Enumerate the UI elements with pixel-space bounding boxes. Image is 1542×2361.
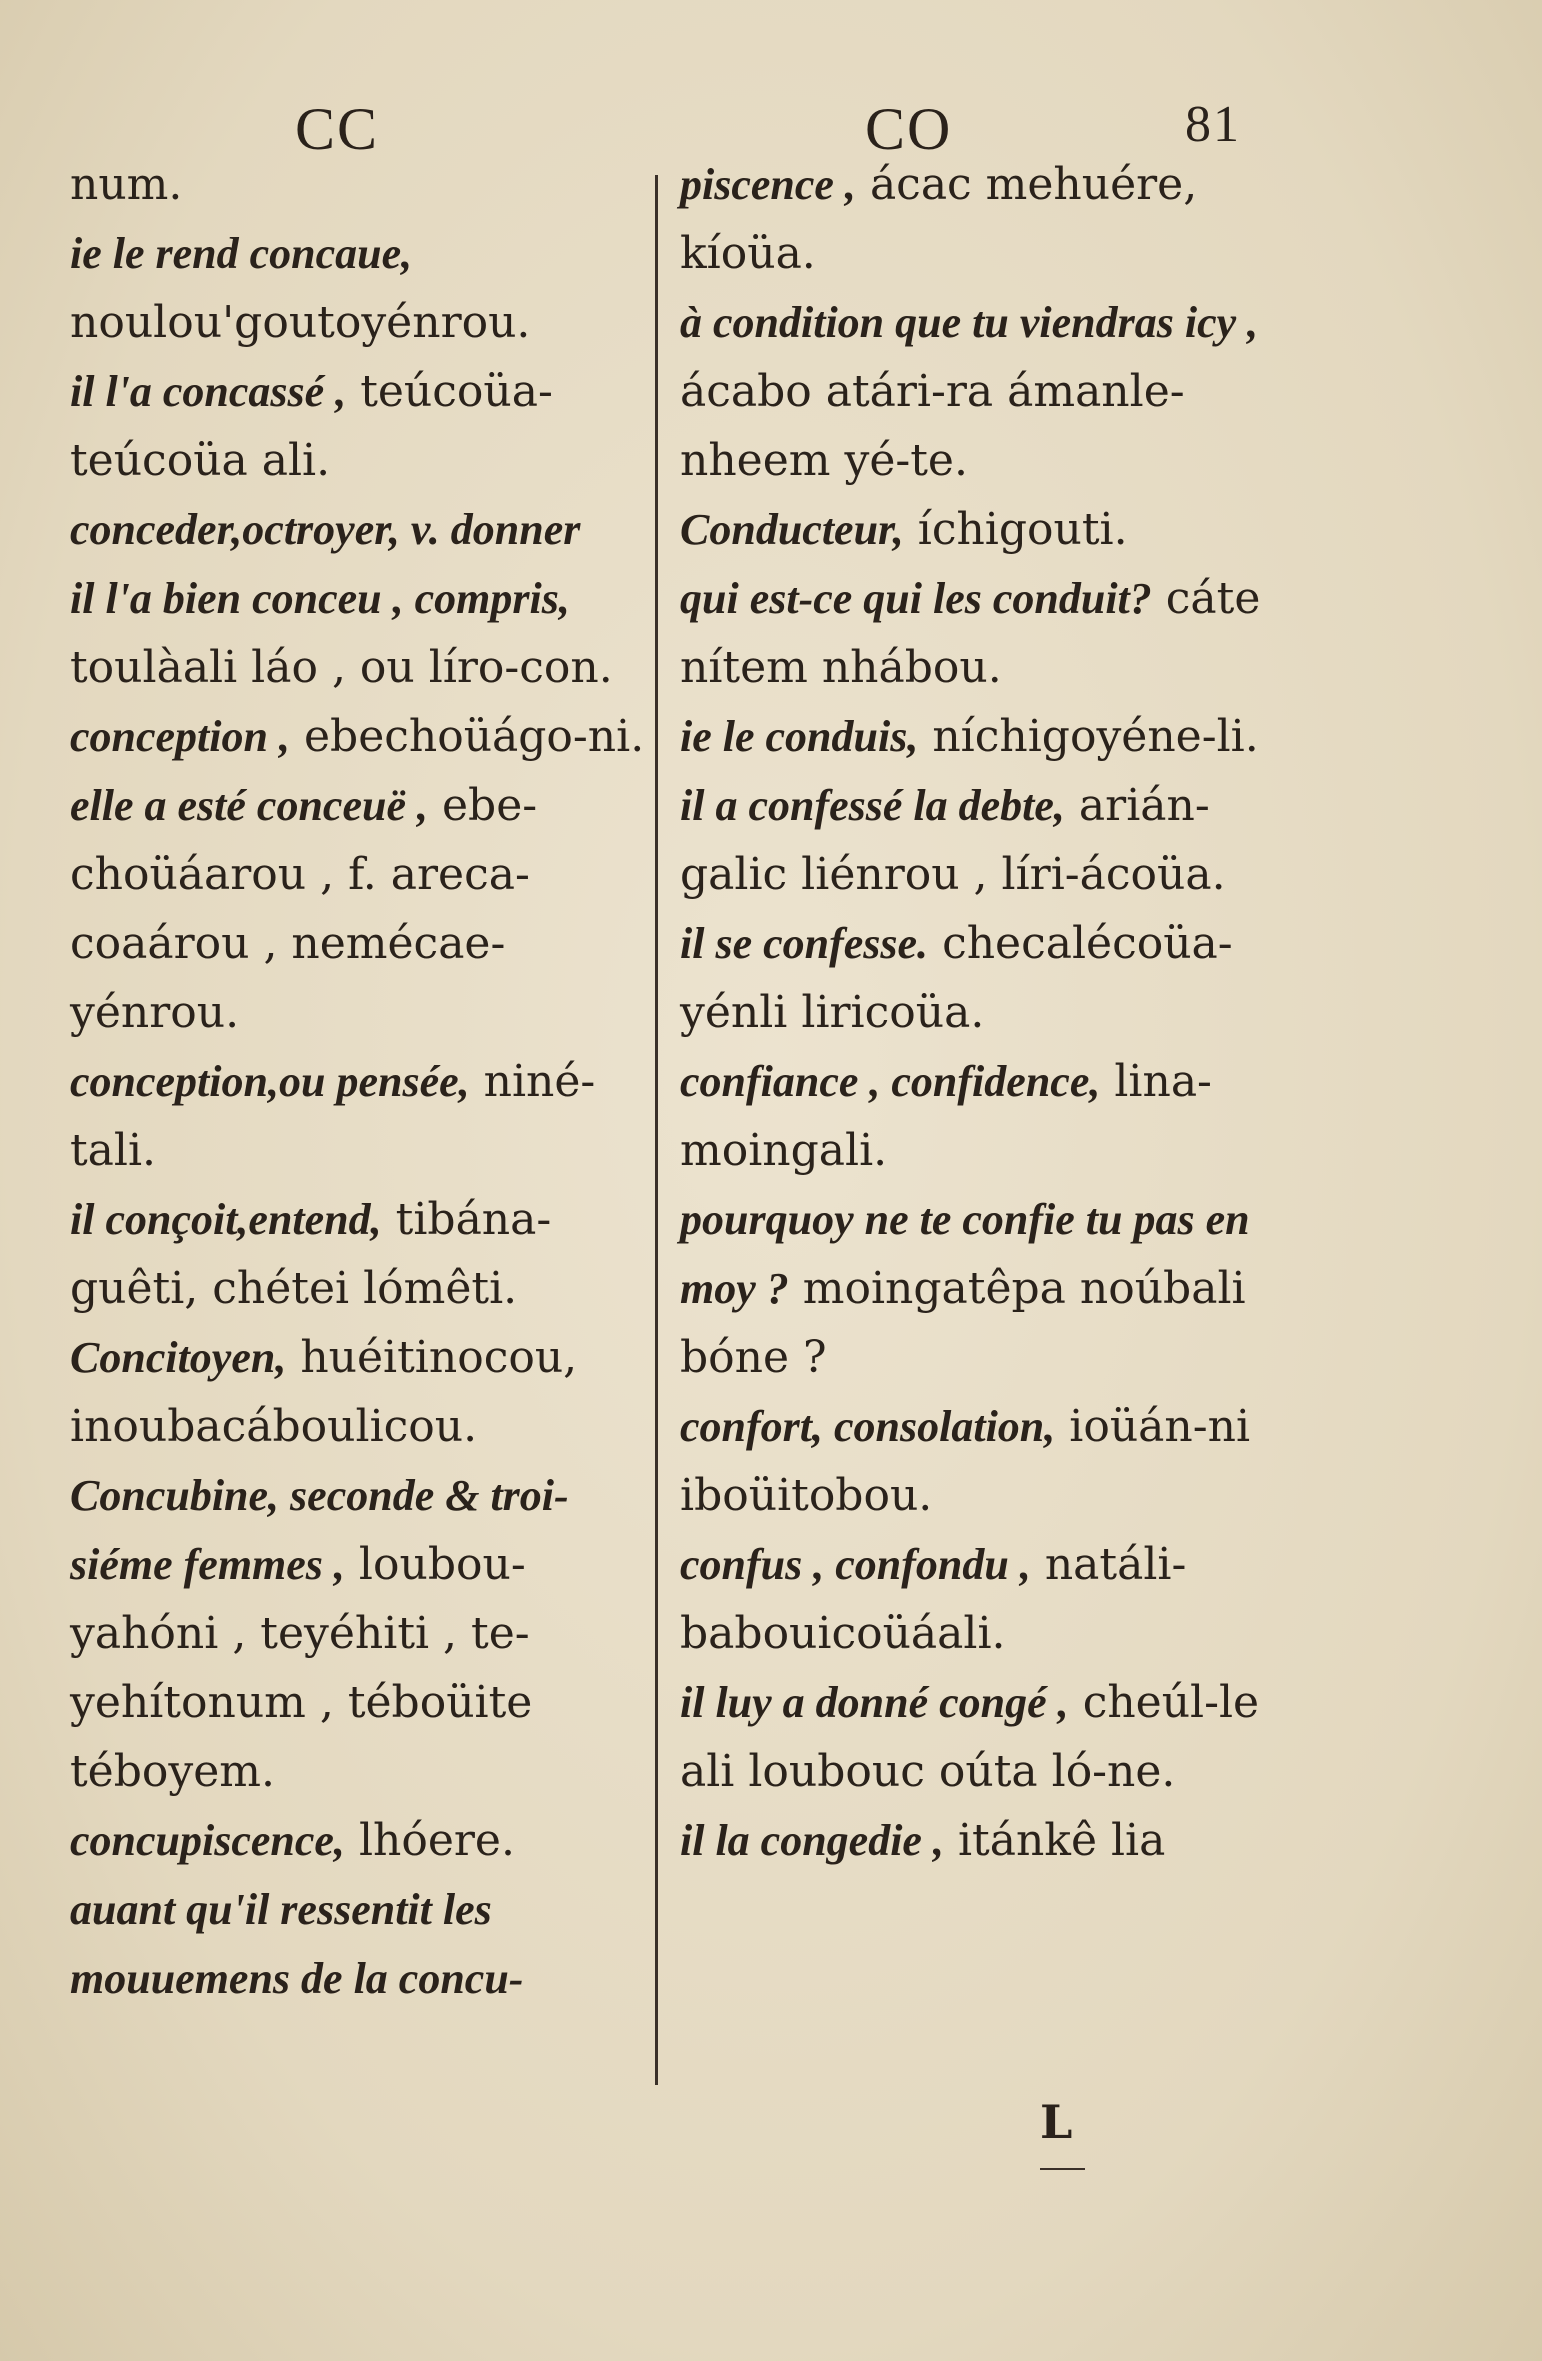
dictionary-entry: [680, 1806, 1280, 1875]
french-term: à condition que tu viendras icy ,: [680, 298, 1259, 347]
left-column: [70, 150, 650, 2013]
dictionary-entry: [70, 1875, 650, 2013]
carib-translation: ebechoüágo-ni.: [303, 711, 645, 762]
dictionary-entry: [70, 702, 650, 771]
carib-translation: níchigoyéne-li.: [932, 711, 1259, 762]
dictionary-entry: [680, 495, 1280, 564]
dictionary-entry: [680, 1047, 1280, 1185]
carib-translation: ácabo atári-ra ámanle-nheem yé-te.: [680, 366, 1185, 486]
french-term: piscence ,: [680, 160, 856, 209]
carib-translation: moingatêpa noúbali bóne ?: [680, 1263, 1246, 1383]
carib-translation: num.: [70, 159, 183, 210]
french-term: pourquoy ne te confie tu pas en moy ?: [680, 1195, 1250, 1313]
french-term: Conducteur,: [680, 505, 904, 554]
catchword: L: [1040, 2095, 1073, 2149]
french-term: il conçoit,entend,: [70, 1195, 382, 1244]
header-left: CC: [295, 96, 380, 162]
carib-translation: teúcoüa-teúcoüa ali.: [70, 366, 553, 486]
french-term: conceder,octroyer, v. donner: [70, 505, 581, 554]
french-term: il se confesse.: [680, 919, 929, 968]
column-divider: [655, 175, 658, 2085]
dictionary-entry: [680, 702, 1280, 771]
dictionary-entry: [70, 1185, 650, 1323]
catchword-rule: [1040, 2168, 1085, 2170]
dictionary-entry: [70, 357, 650, 495]
carib-translation: toulàali láo , ou líro-con.: [70, 642, 613, 693]
french-term: elle a esté conceuë ,: [70, 781, 428, 830]
french-term: il luy a donné congé ,: [680, 1678, 1069, 1727]
carib-translation: tibána-guêti, chétei lómêti.: [70, 1194, 552, 1314]
carib-translation: arián-galic liénrou , líri-ácoüa.: [680, 780, 1226, 900]
right-column: [680, 150, 1280, 1875]
carib-translation: loubou-yahóni , teyéhiti , te-yehítonum , téboüite téboyem.: [70, 1539, 533, 1797]
dictionary-entry: [70, 150, 650, 219]
carib-translation: itánkê lia: [957, 1815, 1166, 1866]
french-term: conception ,: [70, 712, 290, 761]
carib-translation: niné-tali.: [70, 1056, 596, 1176]
dictionary-entry: [70, 1047, 650, 1185]
header-center: CO: [865, 96, 953, 162]
dictionary-entry: [680, 288, 1280, 495]
carib-translation: lhóere.: [358, 1815, 515, 1866]
french-term: conception,ou pensée,: [70, 1057, 470, 1106]
dictionary-entry: [70, 1323, 650, 1461]
french-term: il l'a concassé ,: [70, 367, 347, 416]
dictionary-entry: [680, 564, 1280, 702]
dictionary-entry: [70, 1461, 650, 1806]
carib-translation: huéitinocou, inoubacáboulicou.: [70, 1332, 578, 1452]
dictionary-entry: [680, 1530, 1280, 1668]
french-term: confus , confondu ,: [680, 1540, 1031, 1589]
carib-translation: cáte nítem nhábou.: [680, 573, 1261, 693]
carib-translation: lina-moingali.: [680, 1056, 1212, 1176]
french-term: ie le rend concaue,: [70, 229, 413, 278]
french-term: concupiscence,: [70, 1816, 345, 1865]
carib-translation: noulouꞌgoutoyénrou.: [70, 297, 531, 348]
dictionary-entry: [680, 1668, 1280, 1806]
french-term: auant qu'il ressentit les mouuemens de la concu-: [70, 1885, 524, 2003]
dictionary-entry: [70, 564, 650, 702]
carib-translation: ácac mehuére, kíoüa.: [680, 159, 1198, 279]
french-term: confiance , confidence,: [680, 1057, 1101, 1106]
dictionary-entry: [70, 219, 650, 357]
carib-translation: ebe-choüáarou , f. areca-coaárou , nemécae-yénrou.: [70, 780, 538, 1038]
dictionary-entry: [680, 1185, 1280, 1392]
dictionary-entry: [680, 150, 1280, 288]
dictionary-entry: [70, 1806, 650, 1875]
french-term: Concitoyen,: [70, 1333, 287, 1382]
carib-translation: natáli-babouicoüáali.: [680, 1539, 1187, 1659]
carib-translation: checalécoüa-yénli liricoüa.: [680, 918, 1233, 1038]
french-term: confort, consolation,: [680, 1402, 1056, 1451]
french-term: il l'a bien conceu , compris,: [70, 574, 570, 623]
dictionary-entry: [680, 1392, 1280, 1530]
french-term: il a confessé la debte,: [680, 781, 1065, 830]
french-term: il la congedie ,: [680, 1816, 944, 1865]
dictionary-entry: [680, 771, 1280, 909]
dictionary-entry: [70, 771, 650, 1047]
french-term: Concubine, seconde & troi-siéme femmes ,: [70, 1471, 569, 1589]
carib-translation: íchigouti.: [917, 504, 1128, 555]
dictionary-entry: [680, 909, 1280, 1047]
carib-translation: cheúl-le ali loubouc oúta ló-ne.: [680, 1677, 1260, 1797]
french-term: ie le conduis,: [680, 712, 919, 761]
dictionary-entry: [70, 495, 650, 564]
french-term: qui est-ce qui les conduit?: [680, 574, 1152, 623]
page-number: 81: [1185, 96, 1241, 153]
carib-translation: ioüán-ni iboüitobou.: [680, 1401, 1251, 1521]
